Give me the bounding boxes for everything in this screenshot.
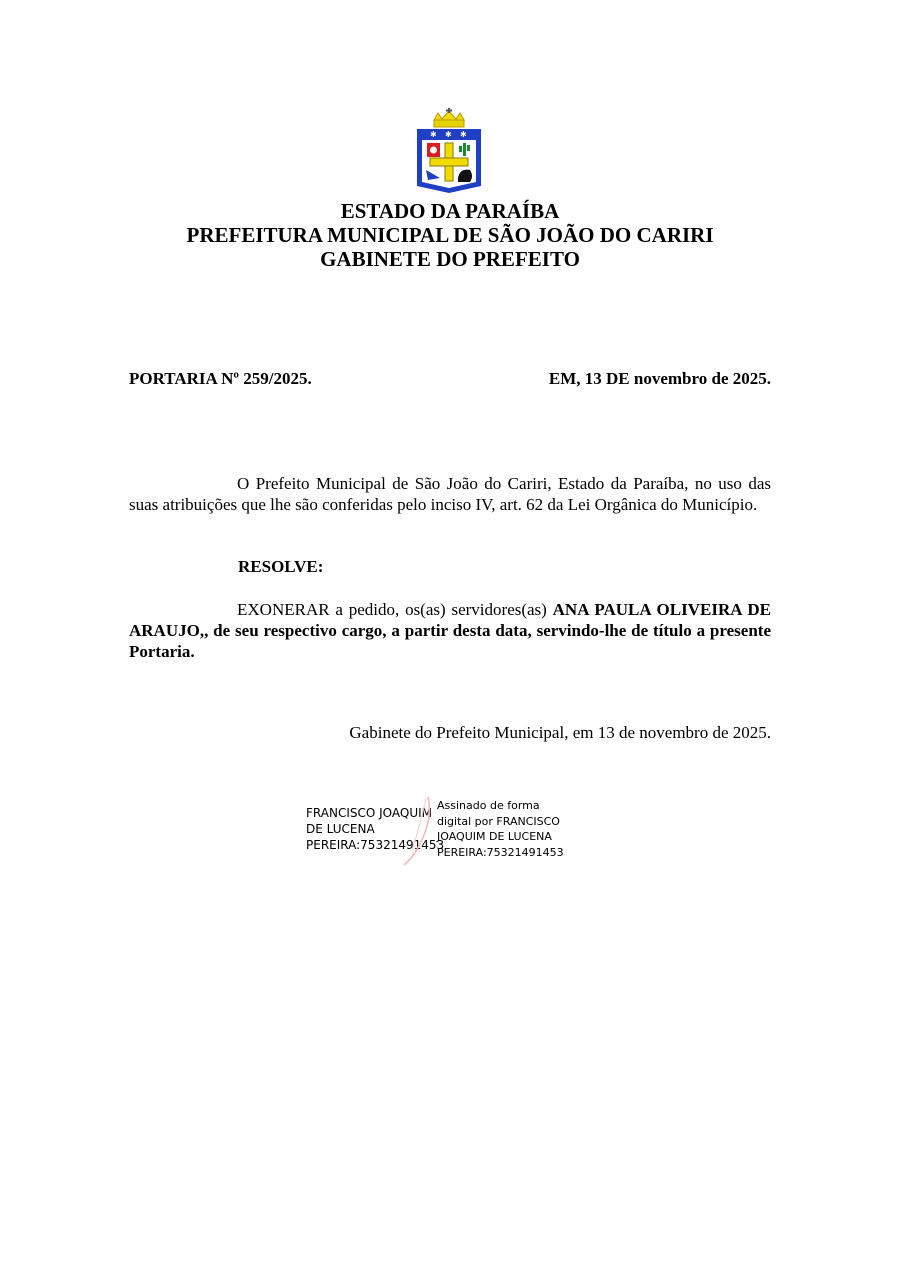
header-office: GABINETE DO PREFEITO xyxy=(320,247,580,271)
closing-line: Gabinete do Prefeito Municipal, em 13 de novembro de 2025. xyxy=(349,723,771,742)
signer-line-3: PEREIRA:75321491453 xyxy=(306,838,445,852)
signature-details-block xyxy=(437,798,564,860)
resolve-heading: RESOLVE: xyxy=(238,557,324,576)
decision-bold: ANA PAULA OLIVEIRA DE ARAUJO,, de seu respectivo cargo, a partir desta data, servindo-lhe de título a presente Portaria. xyxy=(129,600,771,661)
signature-detail-4: PEREIRA:75321491453 xyxy=(437,845,564,859)
signer-line-1: FRANCISCO JOAQUIM xyxy=(306,806,433,820)
document-header xyxy=(0,199,900,271)
svg-text:✱: ✱ xyxy=(445,130,452,139)
portaria-number: PORTARIA Nº 259/2025. xyxy=(129,369,312,388)
signature-detail-1: Assinado de forma xyxy=(437,799,540,812)
coat-of-arms-icon xyxy=(414,108,484,194)
signer-line-2: DE LUCENA xyxy=(306,822,375,836)
svg-text:✱: ✱ xyxy=(430,130,437,139)
signature-detail-3: JOAQUIM DE LUCENA xyxy=(437,830,552,843)
signature-detail-2: digital por FRANCISCO xyxy=(437,814,560,828)
svg-text:✱: ✱ xyxy=(460,130,467,139)
header-municipality: PREFEITURA MUNICIPAL DE SÃO JOÃO DO CARIRI xyxy=(186,223,714,247)
portaria-row xyxy=(129,369,771,389)
decision-lead: EXONERAR a pedido, os(as) servidores(as) xyxy=(237,600,553,619)
preamble-paragraph: O Prefeito Municipal de São João do Cariri, Estado da Paraíba, no uso das suas atribuições que lhe são conferidas pelo inciso IV, art. 62 da Lei Orgânica do Município. xyxy=(129,474,771,514)
digital-signature xyxy=(306,795,576,867)
portaria-date: EM, 13 DE novembro de 2025. xyxy=(548,369,771,388)
decision-paragraph xyxy=(129,599,771,662)
header-state: ESTADO DA PARAÍBA xyxy=(340,199,560,223)
signature-swoosh-icon xyxy=(398,795,438,867)
